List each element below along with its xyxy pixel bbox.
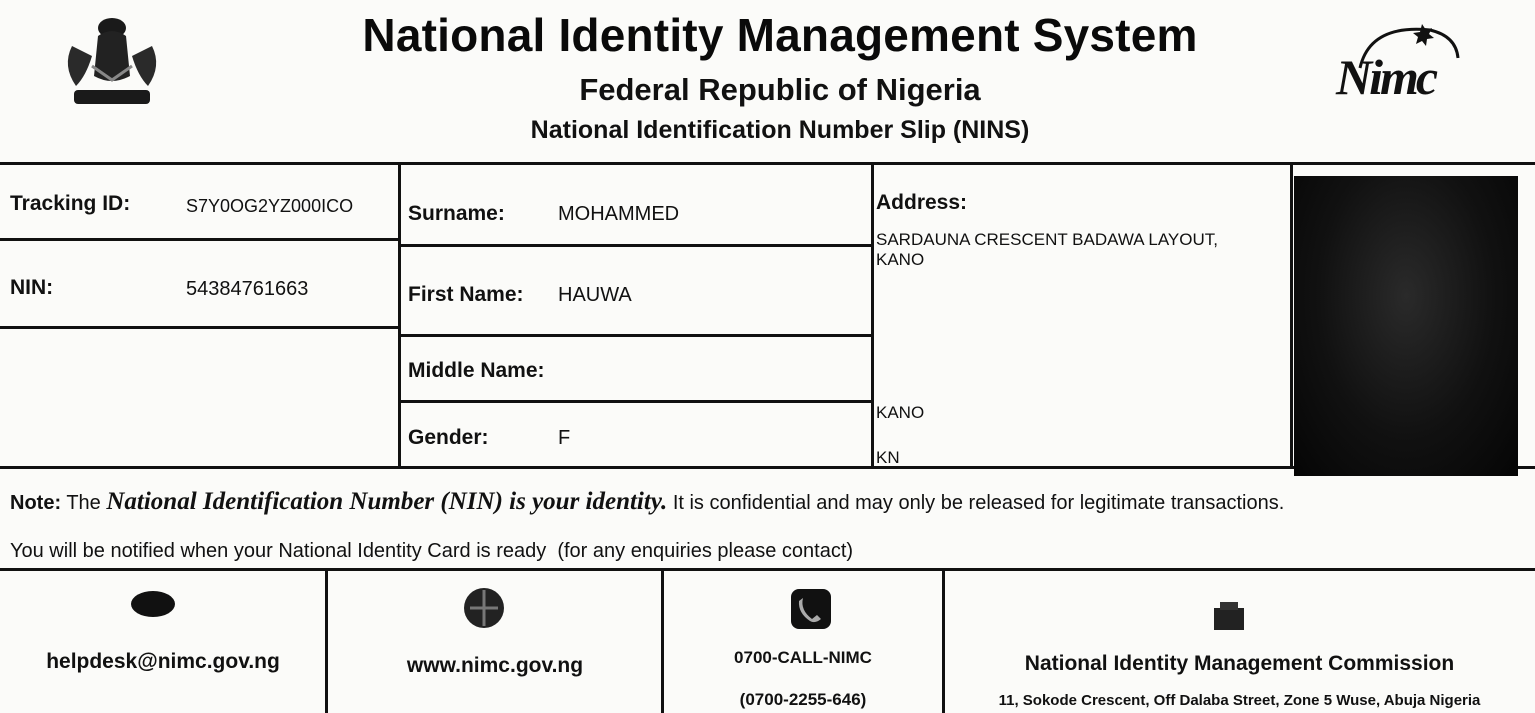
middle-name-label: Middle Name: <box>408 359 545 382</box>
divider <box>871 164 874 468</box>
phone-number-2[interactable]: (0700-2255-646) <box>739 690 867 709</box>
divider <box>398 164 401 468</box>
country-subtitle: Federal Republic of Nigeria <box>579 72 981 107</box>
address-state: KN <box>876 448 900 467</box>
phone-icon <box>790 588 832 630</box>
holder-photo <box>1294 176 1518 476</box>
surname-value: MOHAMMED <box>558 203 680 225</box>
nimc-logo-icon <box>1330 18 1470 114</box>
nin-label: NIN: <box>10 276 54 299</box>
header-divider <box>0 162 1535 165</box>
slip-title: National Identification Number Slip (NINS) <box>530 116 1030 144</box>
address-lga: KANO <box>876 403 925 422</box>
address-line-1: SARDAUNA CRESCENT BADAWA LAYOUT, <box>876 230 1218 249</box>
coat-of-arms-icon <box>52 6 172 110</box>
divider <box>0 238 400 241</box>
divider <box>325 570 328 713</box>
address-label: Address: <box>876 191 968 214</box>
tracking-id-label: Tracking ID: <box>10 192 131 215</box>
footer-divider <box>0 568 1535 571</box>
note-the: The <box>66 492 101 514</box>
divider <box>400 244 874 247</box>
note-emphasis: National Identification Number (NIN) is your identity. <box>106 488 668 515</box>
note-label: Note: <box>10 492 62 514</box>
helpdesk-email-link[interactable]: helpdesk@nimc.gov.ng <box>46 650 280 673</box>
address-line-2: KANO <box>876 250 925 269</box>
phone-number-1[interactable]: 0700-CALL-NIMC <box>734 648 872 667</box>
nimc-logo-text: Nimc <box>1336 49 1436 105</box>
note-rest: It is confidential and may only be released for legitimate transactions. <box>672 492 1285 514</box>
gender-label: Gender: <box>408 426 489 449</box>
nin-value: 54384761663 <box>186 278 309 300</box>
first-name-value: HAUWA <box>558 284 632 306</box>
note-line-1 <box>10 488 1284 516</box>
note-line-2: You will be notified when your National Identity Card is ready (for any enquiries please contact) <box>10 540 854 562</box>
globe-icon <box>462 586 506 630</box>
website-link[interactable]: www.nimc.gov.ng <box>406 654 584 677</box>
email-icon <box>130 590 176 618</box>
tracking-id-value: S7Y0OG2YZ000ICO <box>186 196 354 216</box>
surname-label: Surname: <box>408 202 505 225</box>
divider <box>1290 164 1293 468</box>
page-title: National Identity Management System <box>362 9 1198 61</box>
divider <box>0 326 400 329</box>
gender-value: F <box>558 427 571 449</box>
org-name: National Identity Management Commission <box>1024 652 1455 675</box>
office-icon <box>1212 600 1246 632</box>
org-address: 11, Sokode Crescent, Off Dalaba Street, Zone 5 Wuse, Abuja Nigeria <box>998 692 1481 709</box>
first-name-label: First Name: <box>408 283 524 306</box>
divider <box>400 400 874 403</box>
divider <box>400 334 874 337</box>
